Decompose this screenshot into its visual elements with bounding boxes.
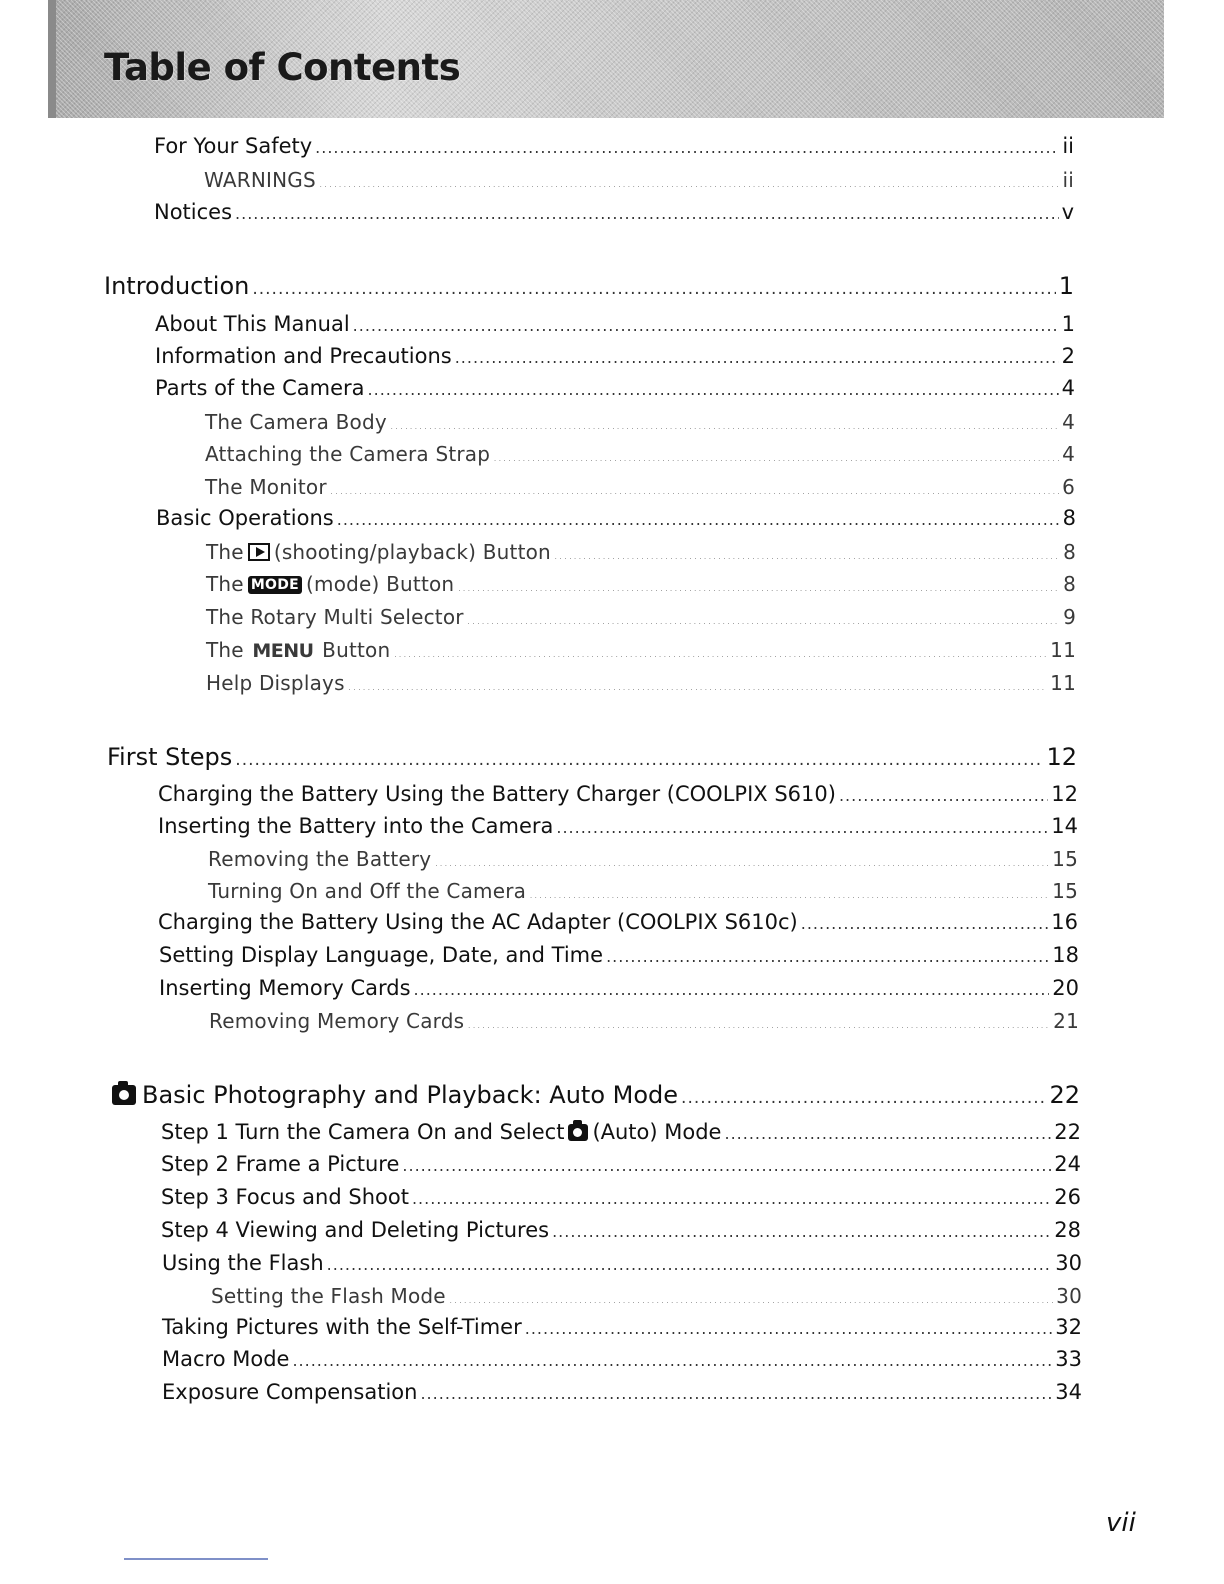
toc-entry-label: Turning On and Off the Camera bbox=[208, 879, 527, 903]
toc-leader-dots bbox=[839, 786, 1048, 805]
toc-entry-for-your-safety[interactable] bbox=[154, 134, 1074, 158]
toc-leader-dots bbox=[235, 750, 1043, 770]
toc-label-post: (Auto) Mode bbox=[592, 1120, 722, 1144]
toc-entry-label: For Your Safety bbox=[154, 134, 313, 158]
toc-leader-dots bbox=[552, 1222, 1051, 1241]
toc-entry-label: Taking Pictures with the Self-Timer bbox=[162, 1315, 522, 1339]
toc-entry-label: The Monitor bbox=[205, 475, 327, 499]
toc-entry-page: v bbox=[1061, 200, 1074, 224]
toc-entry-page: 30 bbox=[1056, 1284, 1082, 1308]
toc-entry-label: Inserting the Battery into the Camera bbox=[158, 814, 554, 838]
toc-heading-label: First Steps bbox=[107, 743, 233, 771]
toc-leader-dots bbox=[724, 1124, 1051, 1143]
toc-leader-dots bbox=[315, 138, 1059, 157]
toc-entry[interactable] bbox=[206, 572, 1076, 596]
toc-entry[interactable] bbox=[206, 540, 1076, 564]
toc-entry[interactable] bbox=[206, 671, 1076, 695]
toc-entry-label: Setting the Flash Mode bbox=[211, 1284, 446, 1308]
toc-entry-label: Removing the Battery bbox=[208, 847, 432, 871]
toc-leader-dots bbox=[393, 646, 1047, 660]
toc-entry-page: 8 bbox=[1062, 506, 1076, 530]
toc-leader-dots bbox=[434, 855, 1049, 869]
toc-entry-label bbox=[161, 1120, 721, 1144]
toc-entry-label: Macro Mode bbox=[162, 1347, 290, 1371]
toc-entry-label: Setting Display Language, Date, and Time bbox=[159, 943, 604, 967]
toc-entry-page: 34 bbox=[1055, 1380, 1082, 1404]
toc-entry-label: Inserting Memory Cards bbox=[159, 976, 411, 1000]
toc-entry-page: 8 bbox=[1063, 572, 1076, 596]
toc-entry-page: 30 bbox=[1055, 1251, 1082, 1275]
toc-leader-dots bbox=[457, 580, 1060, 594]
toc-entry-page: ii bbox=[1062, 168, 1074, 192]
toc-label-pre: The bbox=[206, 540, 244, 564]
toc-entry[interactable] bbox=[158, 782, 1078, 806]
toc-entry-label: Removing Memory Cards bbox=[209, 1009, 465, 1033]
toc-entry-label: Information and Precautions bbox=[155, 344, 452, 368]
toc-heading-text: Basic Photography and Playback: Auto Mode bbox=[142, 1081, 679, 1109]
toc-entry-label bbox=[206, 540, 551, 564]
toc-heading-label: Introduction bbox=[104, 272, 250, 300]
toc-leader-dots bbox=[414, 980, 1050, 999]
toc-heading-label bbox=[112, 1081, 678, 1109]
toc-entry[interactable] bbox=[158, 814, 1078, 838]
toc-entry-label: Charging the Battery Using the AC Adapter (COOLPIX S610c) bbox=[158, 910, 798, 934]
toc-heading-page: 22 bbox=[1049, 1081, 1080, 1109]
toc-entry[interactable] bbox=[161, 1152, 1081, 1176]
toc-leader-dots bbox=[235, 204, 1059, 223]
toc-entry-label bbox=[206, 572, 454, 596]
toc-entry[interactable] bbox=[161, 1120, 1081, 1144]
toc-leader-dots bbox=[493, 450, 1059, 464]
toc-entry[interactable] bbox=[205, 475, 1075, 499]
toc-entry-page: 4 bbox=[1062, 410, 1075, 434]
toc-entry-page: 6 bbox=[1062, 475, 1075, 499]
toc-entry-label: Help Displays bbox=[206, 671, 345, 695]
toc-entry-label: WARNINGS bbox=[204, 168, 316, 192]
toc-heading-basic-photography[interactable] bbox=[112, 1081, 1080, 1109]
toc-label-post: (shooting/playback) Button bbox=[273, 540, 551, 564]
toc-leader-dots bbox=[292, 1351, 1052, 1370]
toc-entry[interactable] bbox=[159, 976, 1079, 1000]
toc-entry[interactable] bbox=[206, 638, 1076, 662]
header-edge bbox=[48, 0, 56, 118]
toc-entry[interactable] bbox=[161, 1185, 1081, 1209]
toc-entry-page: 21 bbox=[1053, 1009, 1079, 1033]
toc-entry-page: 4 bbox=[1062, 442, 1075, 466]
toc-leader-dots bbox=[330, 483, 1059, 497]
toc-entry-label: Step 3 Focus and Shoot bbox=[161, 1185, 409, 1209]
toc-leader-dots bbox=[449, 1292, 1053, 1306]
toc-entry[interactable] bbox=[209, 1009, 1079, 1033]
toc-entry[interactable] bbox=[162, 1347, 1082, 1371]
toc-leader-dots bbox=[681, 1088, 1046, 1108]
toc-entry-label: The Rotary Multi Selector bbox=[206, 605, 464, 629]
toc-entry[interactable] bbox=[155, 344, 1075, 368]
toc-label-post: Button bbox=[322, 638, 391, 662]
toc-entry[interactable] bbox=[205, 442, 1075, 466]
toc-leader-dots bbox=[455, 348, 1059, 367]
toc-entry-page: 32 bbox=[1055, 1315, 1082, 1339]
toc-leader-dots bbox=[348, 679, 1047, 693]
toc-label-pre: Step 1 Turn the Camera On and Select bbox=[161, 1120, 565, 1144]
toc-entry[interactable] bbox=[158, 910, 1078, 934]
toc-label-pre: The bbox=[206, 572, 244, 596]
toc-entry[interactable] bbox=[156, 506, 1076, 530]
toc-entry[interactable] bbox=[208, 879, 1078, 903]
toc-entry-page: 18 bbox=[1052, 943, 1079, 967]
toc-heading-first-steps[interactable] bbox=[107, 743, 1077, 771]
toc-leader-dots bbox=[368, 380, 1059, 399]
toc-entry-page: 12 bbox=[1051, 782, 1078, 806]
toc-entry-page: 24 bbox=[1054, 1152, 1081, 1176]
toc-entry-label: Step 2 Frame a Picture bbox=[161, 1152, 400, 1176]
toc-entry[interactable] bbox=[208, 847, 1078, 871]
toc-entry-label: The Camera Body bbox=[205, 410, 387, 434]
toc-leader-dots bbox=[327, 1255, 1053, 1274]
toc-entry-page: 15 bbox=[1052, 847, 1078, 871]
toc-entry-page: ii bbox=[1062, 134, 1074, 158]
toc-leader-dots bbox=[353, 316, 1059, 335]
toc-entry-page: 33 bbox=[1055, 1347, 1082, 1371]
toc-entry-label: Exposure Compensation bbox=[162, 1380, 418, 1404]
toc-leader-dots bbox=[606, 947, 1049, 966]
toc-entry-page: 4 bbox=[1061, 376, 1075, 400]
toc-entry-label: Using the Flash bbox=[162, 1251, 324, 1275]
toc-leader-dots bbox=[556, 818, 1048, 837]
toc-entry-page: 26 bbox=[1054, 1185, 1081, 1209]
toc-leader-dots bbox=[319, 176, 1060, 190]
toc-heading-introduction[interactable] bbox=[104, 272, 1074, 300]
toc-entry-label: Notices bbox=[154, 200, 233, 224]
menu-button-word: MENU bbox=[252, 640, 314, 662]
toc-entry-page: 9 bbox=[1063, 605, 1076, 629]
toc-entry-page: 14 bbox=[1051, 814, 1078, 838]
toc-entry[interactable] bbox=[211, 1284, 1082, 1308]
toc-entry-page: 22 bbox=[1054, 1120, 1081, 1144]
toc-entry-page: 1 bbox=[1061, 312, 1075, 336]
toc-leader-dots bbox=[337, 510, 1060, 529]
toc-leader-dots bbox=[252, 279, 1055, 299]
toc-leader-dots bbox=[525, 1319, 1053, 1338]
toc-entry-page: 11 bbox=[1050, 671, 1076, 695]
header-banner bbox=[48, 0, 1164, 118]
toc-leader-dots bbox=[467, 613, 1060, 627]
toc-entry-page: 11 bbox=[1050, 638, 1076, 662]
toc-entry-page: 2 bbox=[1061, 344, 1075, 368]
toc-leader-dots bbox=[412, 1189, 1051, 1208]
toc-entry-warnings[interactable] bbox=[204, 168, 1074, 192]
toc-entry[interactable] bbox=[162, 1315, 1082, 1339]
toc-entry[interactable] bbox=[205, 410, 1075, 434]
toc-entry-page: 28 bbox=[1054, 1218, 1081, 1242]
toc-leader-dots bbox=[554, 548, 1060, 562]
mode-button-badge: MODE bbox=[248, 576, 302, 594]
toc-entry-label: Step 4 Viewing and Deleting Pictures bbox=[161, 1218, 550, 1242]
toc-leader-dots bbox=[801, 914, 1049, 933]
toc-leader-dots bbox=[402, 1156, 1051, 1175]
toc-leader-dots bbox=[390, 418, 1059, 432]
toc-entry-page: 8 bbox=[1063, 540, 1076, 564]
toc-entry[interactable] bbox=[155, 312, 1075, 336]
toc-leader-dots bbox=[467, 1017, 1050, 1031]
toc-entry-page: 15 bbox=[1052, 879, 1078, 903]
page-title: Table of Contents bbox=[104, 46, 461, 89]
toc-entry-page: 20 bbox=[1052, 976, 1079, 1000]
toc-entry-label: Parts of the Camera bbox=[155, 376, 365, 400]
toc-entry-label: About This Manual bbox=[155, 312, 350, 336]
toc-entry[interactable] bbox=[162, 1251, 1082, 1275]
toc-heading-page: 1 bbox=[1058, 272, 1074, 300]
page-number: vii bbox=[1106, 1508, 1136, 1538]
footer-rule bbox=[124, 1558, 268, 1560]
toc-entry-page: 16 bbox=[1051, 910, 1078, 934]
toc-label-pre: The bbox=[206, 638, 244, 662]
toc-entry-label: Basic Operations bbox=[156, 506, 334, 530]
toc-leader-dots bbox=[420, 1384, 1052, 1403]
toc-entry[interactable] bbox=[162, 1380, 1082, 1404]
toc-entry-label: Charging the Battery Using the Battery Charger (COOLPIX S610) bbox=[158, 782, 836, 806]
toc-entry[interactable] bbox=[161, 1218, 1081, 1242]
toc-entry[interactable] bbox=[155, 376, 1075, 400]
toc-entry[interactable] bbox=[206, 605, 1076, 629]
playback-button-icon bbox=[248, 543, 270, 561]
toc-label-post: (mode) Button bbox=[306, 572, 455, 596]
toc-entry-label: Attaching the Camera Strap bbox=[205, 442, 491, 466]
toc-entry-notices[interactable] bbox=[154, 200, 1074, 224]
toc-entry[interactable] bbox=[159, 943, 1079, 967]
camera-icon bbox=[112, 1085, 136, 1105]
camera-icon bbox=[568, 1124, 588, 1141]
toc-leader-dots bbox=[529, 887, 1049, 901]
toc-heading-page: 12 bbox=[1046, 743, 1077, 771]
toc-entry-label bbox=[206, 638, 390, 662]
